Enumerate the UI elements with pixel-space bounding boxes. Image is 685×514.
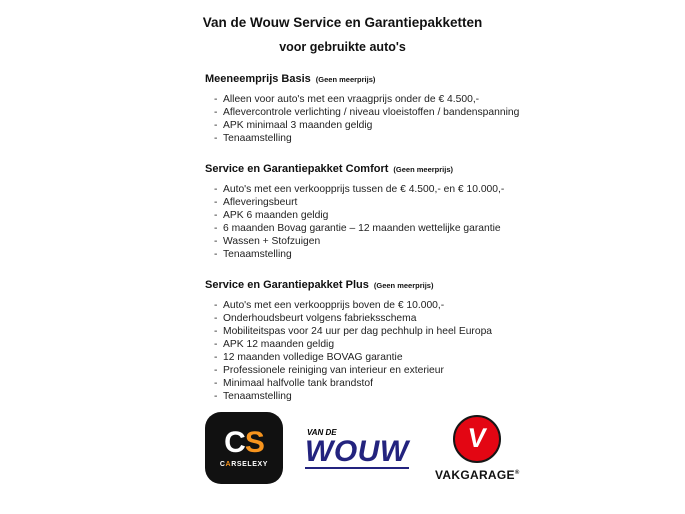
list-item-text: Auto's met een verkoopprijs tussen de € 4.500,- en € 10.000,- [223,184,505,195]
bullet-dash [214,299,223,312]
list-item [205,209,625,222]
list-item-text: Professionele reiniging van interieur en exterieur [223,365,444,376]
carselexy-letters: RSELEXY [231,461,269,468]
title-line-1: Van de Wouw Service en Garantiepakketten [202,15,483,30]
carselexy-wordmark [220,461,268,468]
vakgarage-v-icon [453,415,501,463]
list-item-text: Minimaal halfvolle tank brandstof [223,378,373,389]
list-item [205,106,625,119]
section-meeneemprijs-basis [205,71,625,145]
document-body [205,71,625,403]
bullet-dash [214,235,223,248]
list-item [205,222,625,235]
vandewouw-topline: VAN DE [307,427,337,437]
list-item [205,364,625,377]
list-item-text: Aflevercontrole verlichting / niveau vloeistoffen / bandenspanning [223,107,520,118]
list-item-text: 6 maanden Bovag garantie – 12 maanden wettelijke garantie [223,223,501,234]
list-item [205,93,625,106]
list-item [205,132,625,145]
section-pakket-plus [205,277,625,403]
vandewouw-wordmark: WOUW [305,434,409,468]
list-item-text: Wassen + Stofzuigen [223,236,321,247]
bullet-list [205,93,625,145]
carselexy-letter-accent: A [225,461,232,468]
list-item [205,196,625,209]
bullet-dash [214,390,223,403]
bullet-dash [214,196,223,209]
section-pakket-comfort [205,161,625,261]
list-item [205,183,625,196]
list-item [205,325,625,338]
list-item [205,377,625,390]
list-item-text: Tenaamstelling [223,391,292,402]
section-title: Meeneemprijs Basis [205,73,311,85]
list-item-text: Onderhoudsbeurt volgens fabrieksschema [223,313,417,324]
bullet-dash [214,364,223,377]
bullet-dash [214,312,223,325]
bullet-dash [214,106,223,119]
bullet-dash [214,119,223,132]
list-item-text: APK 6 maanden geldig [223,210,329,221]
list-item-text: 12 maanden volledige BOVAG garantie [223,352,403,363]
logo-row [205,412,520,484]
section-heading [205,71,625,86]
list-item [205,390,625,403]
vakgarage-monogram: V [466,423,489,453]
list-item-text: Afleveringsbeurt [223,197,298,208]
bullet-dash [214,132,223,145]
list-item [205,351,625,364]
carselexy-mark-c: C [224,426,245,459]
bullet-dash [214,183,223,196]
list-item-text: APK 12 maanden geldig [223,339,335,350]
list-item [205,338,625,351]
document-title [0,0,685,55]
section-heading [205,161,625,176]
bullet-dash [214,325,223,338]
bullet-dash [214,93,223,106]
title-line-2: voor gebruikte auto's [279,40,406,54]
list-item-text: Alleen voor auto's met een vraagprijs onder de € 4.500,- [223,94,480,105]
carselexy-mark-s: S [244,426,264,459]
bullet-dash [214,338,223,351]
list-item-text: Tenaamstelling [223,249,292,260]
bullet-dash [214,209,223,222]
carselexy-logo [205,412,283,484]
section-title: Service en Garantiepakket Comfort [205,163,389,175]
registered-mark: ® [514,469,520,476]
section-title: Service en Garantiepakket Plus [205,279,369,291]
list-item-text: Tenaamstelling [223,133,292,144]
carselexy-monogram-icon [224,428,264,458]
bullet-dash [214,351,223,364]
vandewouw-logo [305,427,409,469]
bullet-list [205,299,625,403]
section-note: (Geen meerprijs) [373,281,434,290]
vakgarage-logo [435,415,520,482]
section-heading [205,277,625,292]
list-item-text: Auto's met een verkoopprijs boven de € 10.000,- [223,300,445,311]
bullet-dash [214,222,223,235]
section-note: (Geen meerprijs) [393,165,454,174]
bullet-dash [214,248,223,261]
vakgarage-wordmark [435,468,520,482]
list-item [205,119,625,132]
list-item-text: APK minimaal 3 maanden geldig [223,120,373,131]
list-item [205,299,625,312]
list-item-text: Mobiliteitspas voor 24 uur per dag pechhulp in heel Europa [223,326,493,337]
list-item [205,235,625,248]
carselexy-letter: C [219,461,226,468]
vakgarage-name: VAKGARAGE [435,467,515,482]
section-note: (Geen meerprijs) [315,75,376,84]
bullet-dash [214,377,223,390]
list-item [205,248,625,261]
list-item [205,312,625,325]
bullet-list [205,183,625,261]
